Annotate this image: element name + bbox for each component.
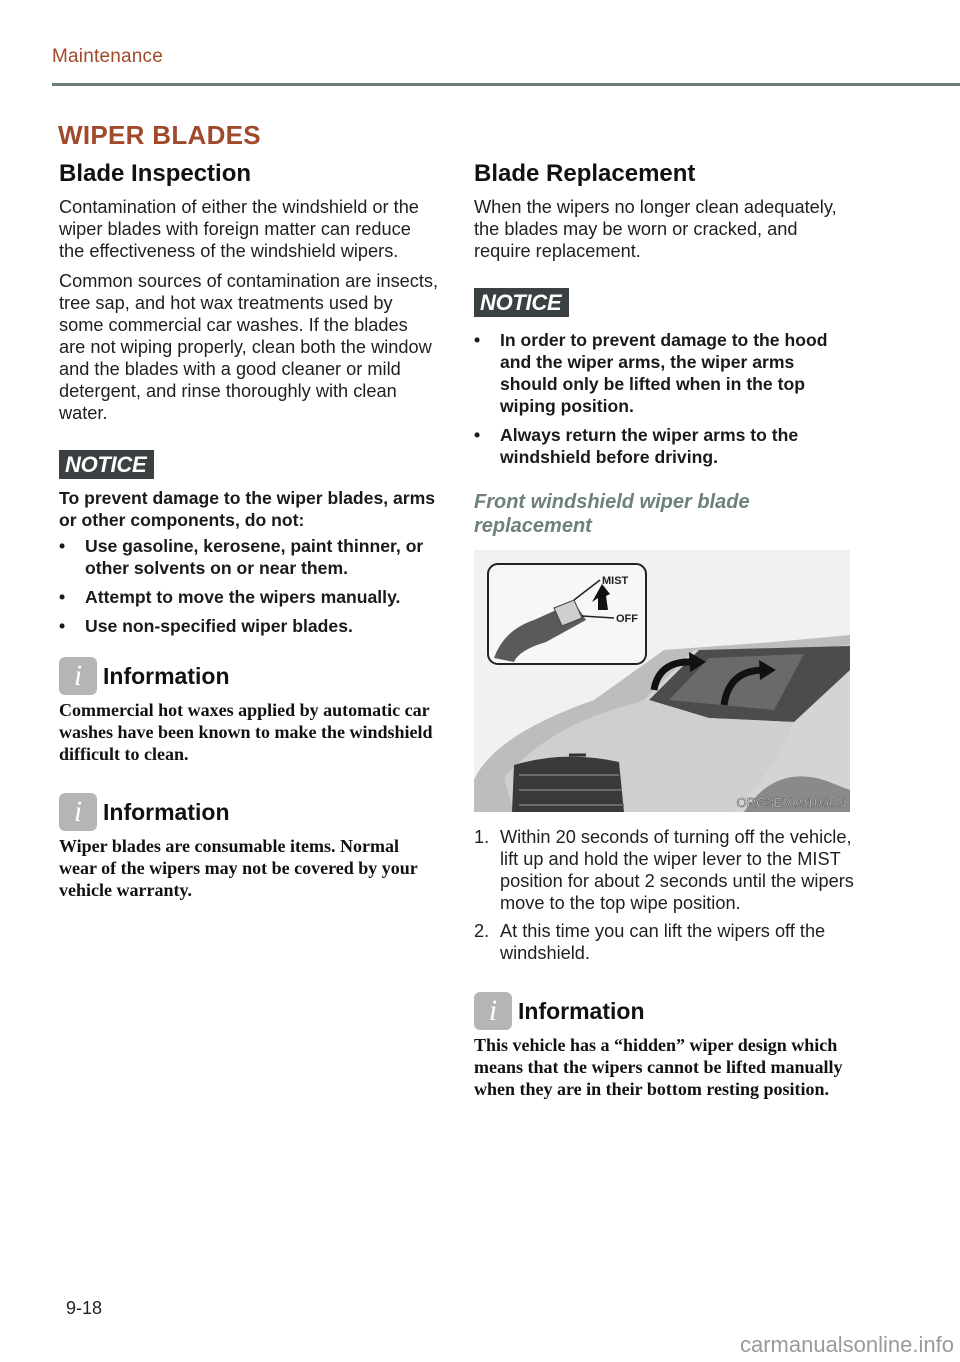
inspection-paragraph-1: Contamination of either the windshield or the wiper blades with foreign matter can reduce the effectiveness of the windshield wipers. — [59, 197, 419, 261]
step-item — [474, 920, 854, 964]
front-wiper-subheading: Front windshield wiper blade replacement — [474, 491, 750, 537]
step-number: 1. — [474, 827, 490, 847]
notice-item — [59, 586, 439, 608]
info-icon: i — [474, 992, 512, 1030]
notice-badge: NOTICE — [474, 288, 569, 317]
blade-replacement-heading: Blade Replacement — [474, 160, 696, 187]
notice-item-text: Always return the wiper arms to the windshield before driving. — [500, 425, 799, 467]
bullet-icon: • — [474, 425, 481, 445]
blade-inspection-heading: Blade Inspection — [59, 160, 252, 187]
header-divider — [52, 83, 960, 86]
info-header — [59, 657, 439, 695]
notice-item — [474, 329, 854, 417]
step-number: 2. — [474, 921, 490, 941]
info-icon: i — [59, 793, 97, 831]
mist-label: MIST — [602, 575, 629, 587]
notice-list — [474, 329, 854, 468]
left-column — [59, 158, 439, 901]
page-title: WIPER BLADES — [58, 120, 261, 150]
info-block-3 — [474, 992, 854, 1100]
notice-item-text: Attempt to move the wipers manually. — [85, 587, 401, 607]
notice-item — [59, 535, 439, 579]
bullet-icon: • — [59, 616, 66, 636]
right-column — [474, 158, 854, 1100]
notice-list — [59, 535, 439, 637]
bullet-icon: • — [474, 330, 481, 350]
bullet-icon: • — [59, 536, 66, 556]
info-label: Information — [518, 997, 645, 1024]
section-header: Maintenance — [52, 46, 163, 67]
notice-item — [59, 615, 439, 637]
page-number: 9-18 — [66, 1298, 103, 1318]
car-wiper-diagram — [474, 550, 850, 812]
inspection-paragraph-2: Common sources of contamination are insects, tree sap, and hot wax treatments used by some commercial car washes. If the blades are not wiping properly, clean both the window and the blades with a good cleaner or mild detergent, and rinse thoroughly with clean water. — [59, 271, 439, 423]
info-text: Commercial hot waxes applied by automatic car washes have been known to make the windshield difficult to clean. — [59, 700, 433, 764]
info-header — [59, 793, 439, 831]
info-icon: i — [59, 657, 97, 695]
step-text: Within 20 seconds of turning off the vehicle, lift up and hold the wiper lever to the MIST position for about 2 seconds until the wipers move to the top wipe position. — [500, 827, 854, 913]
info-text: This vehicle has a “hidden” wiper design which means that the wipers cannot be lifted manually when they are in their bottom resting position. — [474, 1035, 843, 1099]
replacement-paragraph: When the wipers no longer clean adequately, the blades may be worn or cracked, and require replacement. — [474, 197, 837, 261]
info-header — [474, 992, 854, 1030]
notice-block-left — [59, 450, 439, 637]
notice-item-text: Use non-specified wiper blades. — [85, 616, 353, 636]
notice-intro: To prevent damage to the wiper blades, arms or other components, do not: — [59, 488, 436, 530]
step-item — [474, 826, 854, 914]
info-label: Information — [103, 798, 230, 825]
notice-block-right — [474, 288, 854, 468]
replacement-steps — [474, 826, 854, 964]
notice-badge: NOTICE — [59, 450, 154, 479]
step-text: At this time you can lift the wipers off the windshield. — [500, 921, 826, 963]
info-label: Information — [103, 662, 230, 689]
notice-item-text: Use gasoline, kerosene, paint thinner, or other solvents on or near them. — [85, 536, 424, 578]
watermark-link[interactable]: carmanualsonline.info — [739, 1332, 954, 1357]
bullet-icon: • — [59, 587, 66, 607]
info-block-2 — [59, 793, 439, 901]
info-block-1 — [59, 657, 439, 765]
info-text: Wiper blades are consumable items. Normal wear of the wipers may not be covered by your vehicle warranty. — [59, 836, 418, 900]
notice-item — [474, 424, 854, 468]
notice-item-text: In order to prevent damage to the hood and the wiper arms, the wiper arms should only be lifted when in the top wiping position. — [500, 330, 828, 416]
wiper-illustration — [474, 550, 850, 812]
off-label: OFF — [616, 613, 638, 625]
figure-code: ORG3EV091050N — [736, 795, 846, 810]
